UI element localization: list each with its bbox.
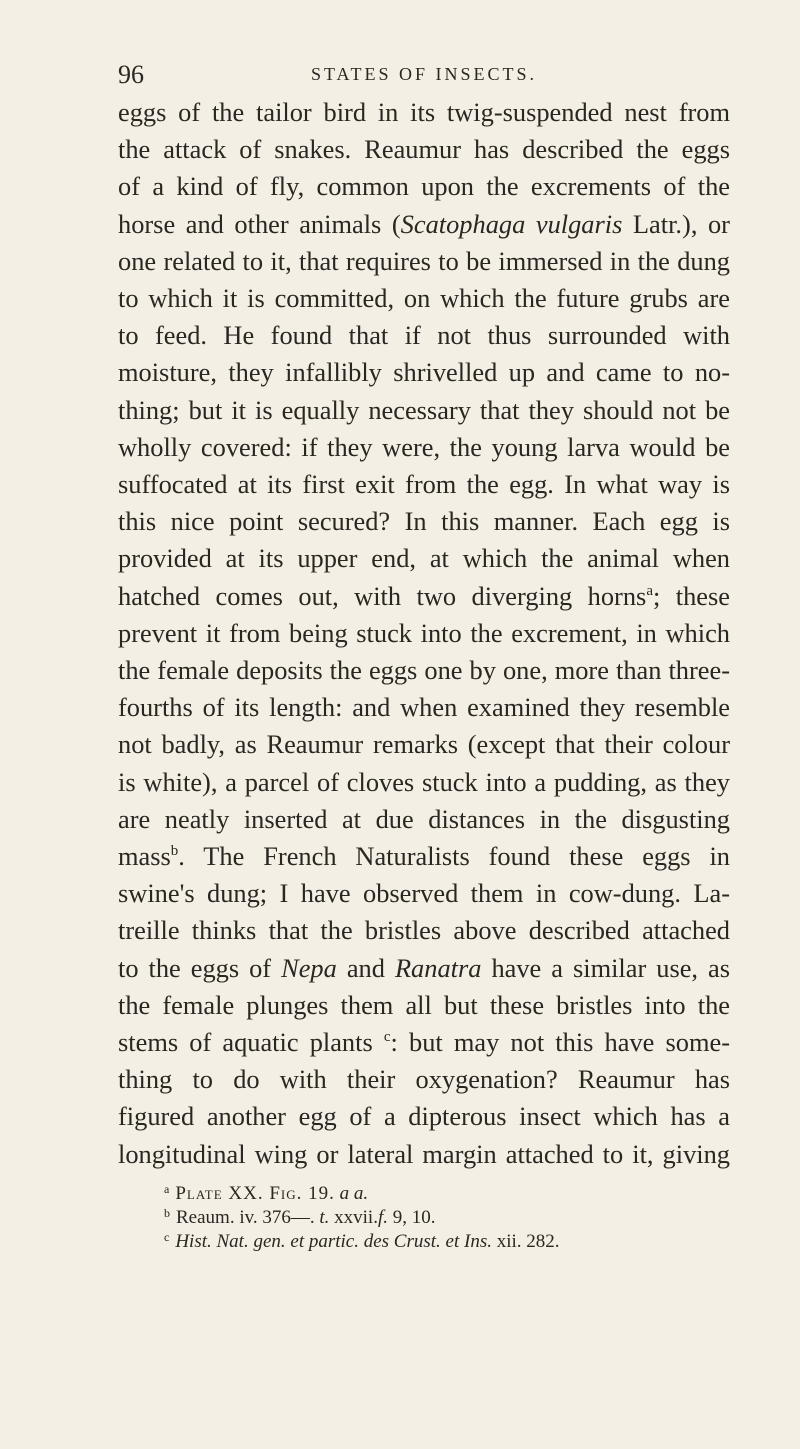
citation-italic: t.: [319, 1206, 330, 1228]
page-number: 96: [118, 60, 144, 89]
text-line: to which it is committed, on which the future grubs are: [118, 283, 730, 314]
footnote-ref-b[interactable]: b: [170, 843, 179, 860]
text-line: is white), a parcel of cloves stuck into a pudding, as they: [118, 766, 730, 797]
genus-name: Ranatra: [394, 952, 482, 983]
footnote-a: [118, 1182, 730, 1206]
text-fragment: have a similar use, as: [491, 952, 730, 983]
running-head: [118, 54, 730, 94]
footnote-mark: c: [164, 1229, 170, 1244]
text-fragment: : but may not this have some-: [390, 1027, 730, 1058]
body-paragraph: [118, 94, 730, 1173]
text-fragment: and: [346, 952, 385, 983]
text-fragment: Latr.), or: [622, 208, 730, 239]
text-line: treille thinks that the bristles above described attached: [118, 915, 730, 946]
text-line: [118, 838, 730, 875]
text-line: not badly, as Reaumur remarks (except that their colour: [118, 729, 730, 760]
plate-reference: Plate XX. Fig. 19.: [175, 1182, 335, 1204]
footnote-ref-a[interactable]: a: [646, 582, 653, 599]
text-line: to feed. He found that if not thus surrounded with: [118, 320, 730, 351]
text-line: longitudinal wing or lateral margin attached to it, giving: [118, 1138, 730, 1169]
text-fragment: mass: [118, 841, 171, 872]
genus-name: Nepa: [281, 952, 337, 983]
footnote-b: [118, 1206, 730, 1230]
text-fragment: to the eggs of: [118, 952, 272, 983]
text-line: wholly covered: if they were, the young larva would be: [118, 431, 730, 462]
text-fragment: stems of aquatic plants: [118, 1027, 373, 1058]
text-line: moisture, they infallibly shrivelled up and came to no-: [118, 357, 730, 388]
text-line: thing; but it is equally necessary that they should not be: [118, 394, 730, 425]
text-line: [118, 206, 730, 243]
footnotes: [118, 1182, 730, 1254]
citation-title: Hist. Nat. gen. et partic. des Crust. et Ins.: [175, 1230, 492, 1252]
text-line: of a kind of fly, common upon the excrements of the: [118, 171, 730, 202]
text-line: [118, 950, 730, 987]
text-line: [118, 1024, 730, 1061]
text-line: prevent it from being stuck into the excrement, in which: [118, 617, 730, 648]
text-fragment: . The French Naturalists found these eggs in: [178, 841, 730, 872]
text-fragment: horse and other animals (: [118, 208, 401, 239]
text-line: swine's dung; I have observed them in cow-dung. La-: [118, 878, 730, 909]
text-line: the female plunges them all but these bristles into the: [118, 989, 730, 1020]
species-name: Scatophaga vulgaris: [400, 208, 623, 239]
figure-letters: a a.: [339, 1182, 369, 1204]
text-line: provided at its upper end, at which the animal when: [118, 543, 730, 574]
text-line: are neatly inserted at due distances in the disgusting: [118, 803, 730, 834]
text-line: the female deposits the eggs one by one, more than three-: [118, 655, 730, 686]
text-line: one related to it, that requires to be immersed in the dung: [118, 245, 730, 276]
footnote-mark: a: [164, 1181, 170, 1196]
text-fragment: hatched comes out, with two diverging horns: [118, 580, 647, 611]
footnote-mark: b: [164, 1205, 170, 1220]
book-page: [118, 54, 730, 1254]
citation-text: 9, 10.: [392, 1206, 436, 1228]
footnote-c: [118, 1230, 730, 1254]
text-line: this nice point secured? In this manner. Each egg is: [118, 506, 730, 537]
text-fragment: ; these: [653, 580, 731, 611]
text-line: thing to do with their oxygenation? Reaumur has: [118, 1064, 730, 1095]
citation-text: xxvii.: [334, 1206, 378, 1228]
text-line: suffocated at its first exit from the egg. In what way is: [118, 469, 730, 500]
citation-text: Reaum. iv. 376—.: [176, 1206, 315, 1228]
text-line: eggs of the tailor bird in its twig-suspended nest from: [118, 97, 730, 127]
citation-italic: f.: [377, 1206, 388, 1228]
text-line: [118, 578, 730, 615]
citation-text: xii. 282.: [496, 1230, 560, 1252]
footnote-ref-c[interactable]: c: [383, 1029, 391, 1046]
text-line: fourths of its length: and when examined they resemble: [118, 692, 730, 723]
text-line: figured another egg of a dipterous insect which has a: [118, 1101, 730, 1132]
running-title: STATES OF INSECTS.: [310, 64, 538, 84]
text-line: the attack of snakes. Reaumur has described the eggs: [118, 134, 730, 165]
